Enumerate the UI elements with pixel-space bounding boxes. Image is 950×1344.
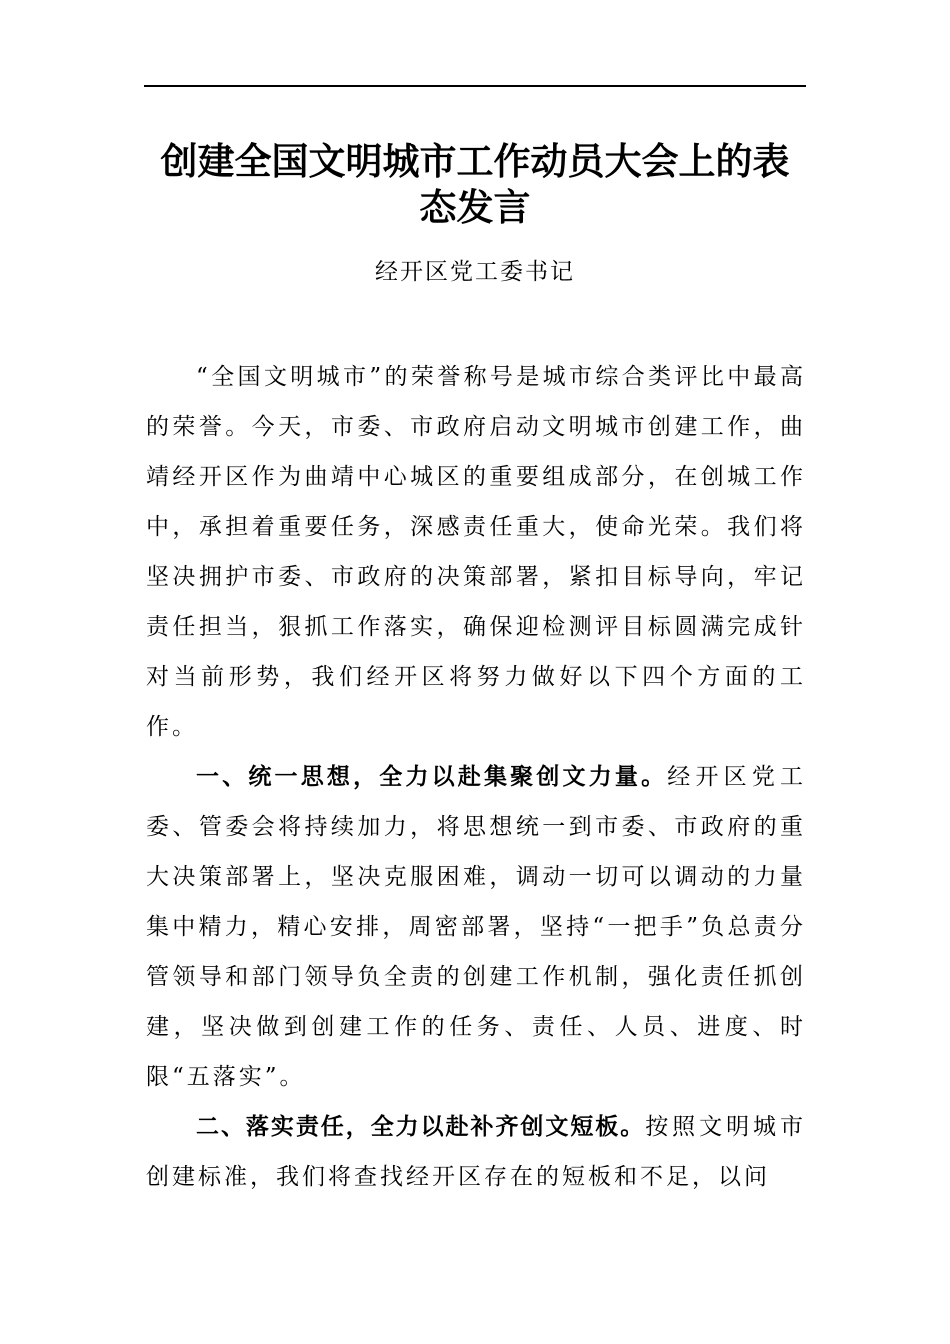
section-one-text: 经开区党工委、管委会将持续加力，将思想统一到市委、市政府的重大决策部署上，坚决克服困难，调动一切可以调动的力量集中精力，精心安排，周密部署，坚持“一把手”负总责分管领导和部门领导负全责的创建工作机制，强化责任抓创建，坚决做到创建工作的任务、责任、人员、进度、时限“五落实”。 bbox=[146, 764, 807, 1090]
document-body bbox=[146, 352, 806, 1202]
paragraph-section-two bbox=[146, 1102, 806, 1202]
document-title: 创建全国文明城市工作动员大会上的表态发言 bbox=[160, 139, 790, 229]
section-two-heading: 二、落实责任，全力以赴补齐创文短板。 bbox=[196, 1114, 646, 1140]
header-rule bbox=[144, 85, 806, 87]
paragraph-section-one bbox=[146, 752, 806, 1102]
paragraph-intro-text: “全国文明城市”的荣誉称号是城市综合类评比中最高的荣誉。今天，市委、市政府启动文明城市创建工作，曲靖经开区作为曲靖中心城区的重要组成部分，在创城工作中，承担着重要任务，深感责任重大，使命光荣。我们将坚决拥护市委、市政府的决策部署，紧扣目标导向，牢记责任担当，狠抓工作落实，确保迎检测评目标圆满完成针对当前形势，我们经开区将努力做好以下四个方面的工作。 bbox=[146, 364, 806, 740]
section-one-heading: 一、统一思想，全力以赴集聚创文力量。 bbox=[196, 764, 668, 790]
section-two-text: 按照文明城市创建标准，我们将查找经开区存在的短板和不足，以问 bbox=[146, 1114, 807, 1190]
document-author: 经开区党工委书记 bbox=[375, 259, 575, 285]
paragraph-intro bbox=[146, 352, 806, 752]
